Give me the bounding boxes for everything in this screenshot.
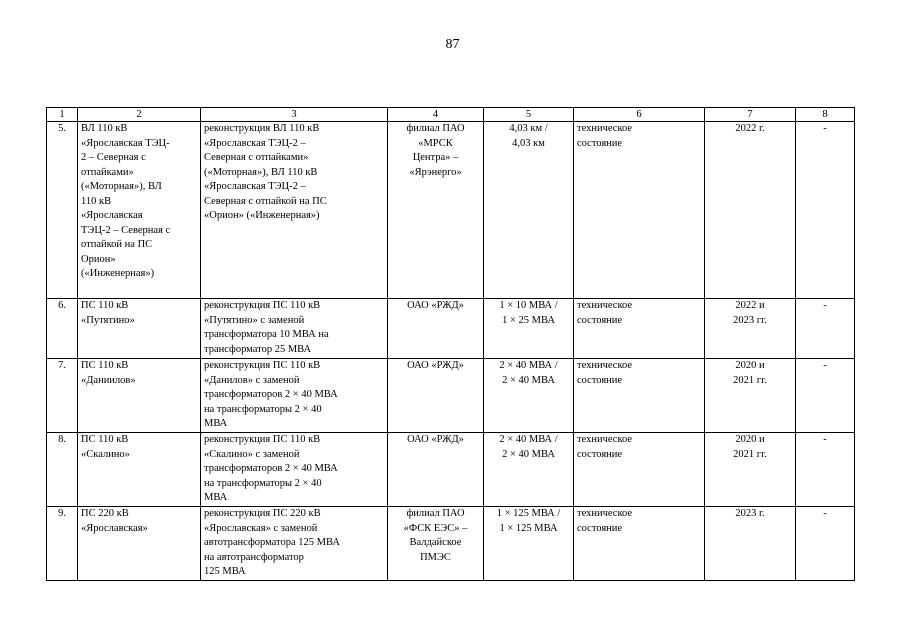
table-row xyxy=(47,299,855,359)
row-number-cell: 8. xyxy=(47,433,78,507)
reason-cell: техническое состояние xyxy=(574,122,705,299)
note-cell: - xyxy=(796,359,855,433)
owner-cell: ОАО «РЖД» xyxy=(388,359,484,433)
year-cell: 2022 г. xyxy=(705,122,796,299)
object-cell: ПС 110 кВ «Путятино» xyxy=(78,299,201,359)
column-header: 3 xyxy=(201,108,388,122)
owner-cell: ОАО «РЖД» xyxy=(388,299,484,359)
column-header: 8 xyxy=(796,108,855,122)
table-row xyxy=(47,507,855,581)
year-cell: 2020 и 2021 гг. xyxy=(705,359,796,433)
column-header: 5 xyxy=(484,108,574,122)
column-header: 4 xyxy=(388,108,484,122)
row-number-cell: 5. xyxy=(47,122,78,299)
column-header: 1 xyxy=(47,108,78,122)
object-cell: ПС 110 кВ «Скалино» xyxy=(78,433,201,507)
reason-cell: техническое состояние xyxy=(574,359,705,433)
capacity-cell: 1 × 10 МВА / 1 × 25 МВА xyxy=(484,299,574,359)
capacity-cell: 2 × 40 МВА / 2 × 40 МВА xyxy=(484,433,574,507)
row-number-cell: 7. xyxy=(47,359,78,433)
work-cell: реконструкция ПС 110 кВ «Скалино» с заменой трансформаторов 2 × 40 МВА на трансформаторы 2 × 40 МВА xyxy=(201,433,388,507)
work-cell: реконструкция ВЛ 110 кВ «Ярославская ТЭЦ-2 – Северная с отпайками» («Моторная»), ВЛ 110 кВ «Ярославская ТЭЦ-2 – Северная с отпайкой на ПС «Орион» («Инженерная») xyxy=(201,122,388,299)
table-row xyxy=(47,122,855,299)
work-cell: реконструкция ПС 110 кВ «Данилов» с заменой трансформаторов 2 × 40 МВА на трансформаторы 2 × 40 МВА xyxy=(201,359,388,433)
reason-cell: техническое состояние xyxy=(574,507,705,581)
object-cell: ВЛ 110 кВ «Ярославская ТЭЦ- 2 – Северная с отпайками» («Моторная»), ВЛ 110 кВ «Ярославская ТЭЦ-2 – Северная с отпайкой на ПС Орион» («Инженерная») xyxy=(78,122,201,299)
page-number: 87 xyxy=(445,37,460,52)
capacity-cell: 4,03 км / 4,03 км xyxy=(484,122,574,299)
table-row xyxy=(47,433,855,507)
table-header-row xyxy=(47,108,855,122)
owner-cell: ОАО «РЖД» xyxy=(388,433,484,507)
year-cell: 2020 и 2021 гг. xyxy=(705,433,796,507)
note-cell: - xyxy=(796,299,855,359)
note-cell: - xyxy=(796,433,855,507)
data-table xyxy=(46,107,855,581)
work-cell: реконструкция ПС 220 кВ «Ярославская» с заменой автотрансформатора 125 МВА на автотрансформатор 125 МВА xyxy=(201,507,388,581)
note-cell: - xyxy=(796,122,855,299)
column-header: 2 xyxy=(78,108,201,122)
row-number-cell: 9. xyxy=(47,507,78,581)
object-cell: ПС 110 кВ «Даниилов» xyxy=(78,359,201,433)
table-row xyxy=(47,359,855,433)
owner-cell: филиал ПАО «МРСК Центра» – «Ярэнерго» xyxy=(388,122,484,299)
object-cell: ПС 220 кВ «Ярославская» xyxy=(78,507,201,581)
work-cell: реконструкция ПС 110 кВ «Путятино» с заменой трансформатора 10 МВА на трансформатор 25 МВА xyxy=(201,299,388,359)
note-cell: - xyxy=(796,507,855,581)
capacity-cell: 1 × 125 МВА / 1 × 125 МВА xyxy=(484,507,574,581)
column-header: 7 xyxy=(705,108,796,122)
year-cell: 2022 и 2023 гг. xyxy=(705,299,796,359)
capacity-cell: 2 × 40 МВА / 2 × 40 МВА xyxy=(484,359,574,433)
row-number-cell: 6. xyxy=(47,299,78,359)
reason-cell: техническое состояние xyxy=(574,433,705,507)
reason-cell: техническое состояние xyxy=(574,299,705,359)
owner-cell: филиал ПАО «ФСК ЕЭС» – Валдайское ПМЭС xyxy=(388,507,484,581)
column-header: 6 xyxy=(574,108,705,122)
year-cell: 2023 г. xyxy=(705,507,796,581)
